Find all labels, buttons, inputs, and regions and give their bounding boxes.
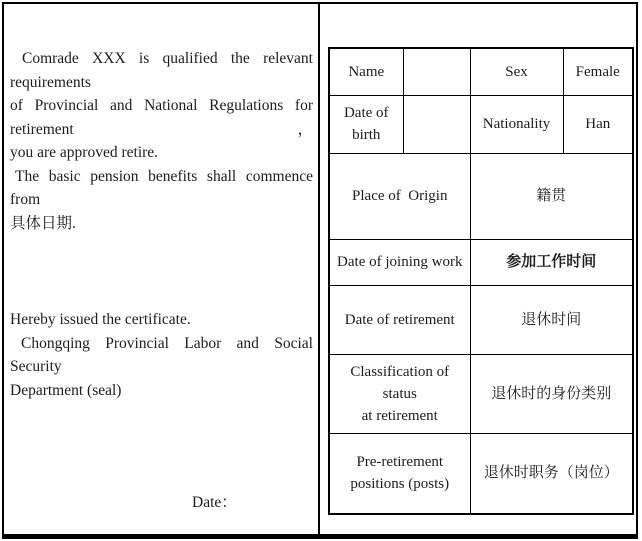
- status-classification-label-cell: [329, 354, 470, 433]
- certificate-text-panel: [4, 4, 318, 534]
- pension-paragraph: [10, 165, 317, 236]
- nationality-label-cell: [470, 95, 563, 153]
- nationality-value: Han: [585, 116, 611, 132]
- name-value-cell: [403, 48, 470, 95]
- pension-line-1: The basic pension benefits shall commence from: [10, 167, 317, 208]
- status-classification-value-zh: 退休时的身份类别: [491, 385, 612, 402]
- table-row-origin: [329, 153, 633, 239]
- table-row-pre-retirement-positions: [329, 433, 633, 514]
- name-label-cell: [329, 48, 403, 95]
- birth-label-cell: [329, 95, 403, 153]
- authority-paragraph: [10, 332, 317, 403]
- table-row-name-sex: [329, 48, 633, 95]
- qualification-paragraph: [10, 47, 317, 165]
- birth-label-line-1: Date of: [343, 105, 389, 121]
- qualification-line-3: you are approved retire.: [10, 144, 159, 161]
- status-classification-label-line-1: Classification of status: [350, 363, 453, 402]
- retirement-date-label-cell: [329, 285, 470, 354]
- info-table-panel: [318, 4, 636, 534]
- origin-label-cell: [329, 153, 470, 239]
- date-label: Date：: [192, 494, 237, 511]
- issued-paragraph: [10, 308, 313, 332]
- sex-value: Female: [575, 63, 620, 80]
- retirement-info-table: [328, 47, 634, 515]
- nationality-label: Nationality: [482, 116, 551, 132]
- authority-line-1: Chongqing Provincial Labor and Social Security: [10, 334, 317, 375]
- positions-value-cell: [470, 433, 633, 514]
- sex-label-cell: [470, 48, 563, 95]
- sex-value-cell: [563, 48, 633, 95]
- issued-line: Hereby issued the certificate.: [10, 311, 191, 328]
- positions-value-zh: 退休时职务（岗位）: [483, 465, 619, 482]
- table-row-retirement-date: [329, 285, 633, 354]
- positions-label-line-2: positions (posts): [350, 476, 450, 493]
- birth-label-line-2: birth: [352, 127, 381, 143]
- status-classification-value-cell: [470, 354, 633, 433]
- table-row-birth-nationality: [329, 95, 633, 153]
- table-row-status-classification: [329, 354, 633, 433]
- origin-value-zh: 籍贯: [536, 188, 567, 204]
- positions-label-cell: [329, 433, 470, 514]
- origin-value-cell: [470, 153, 633, 239]
- qualification-line-1: Comrade XXX is qualified the relevant requirements: [10, 50, 317, 91]
- authority-line-2: Department (seal): [10, 381, 122, 399]
- joining-work-label-cell: [329, 239, 470, 285]
- retirement-date-value-zh: 退休时间: [521, 311, 582, 328]
- retirement-date-label: Date of retirement: [344, 311, 455, 328]
- name-label: Name: [348, 63, 385, 80]
- origin-label: Place of Origin: [352, 188, 448, 204]
- nationality-value-cell: [563, 95, 633, 153]
- retirement-date-value-cell: [470, 285, 633, 354]
- status-classification-label-line-2: at retirement: [361, 407, 438, 424]
- table-row-joining-work: [329, 239, 633, 285]
- birth-value-cell: [403, 95, 470, 153]
- qualification-line-2: of Provincial and National Regulations for retirement，: [10, 97, 317, 138]
- joining-work-value-zh: 参加工作时间: [506, 254, 597, 270]
- joining-work-value-cell: [470, 239, 633, 285]
- date-paragraph: [10, 491, 313, 515]
- positions-label-line-1: Pre-retirement: [356, 454, 444, 471]
- sex-label: Sex: [505, 63, 528, 80]
- joining-work-label: Date of joining work: [337, 254, 463, 270]
- certificate-sheet: [2, 2, 638, 539]
- pension-line-2: 具体日期.: [10, 214, 76, 232]
